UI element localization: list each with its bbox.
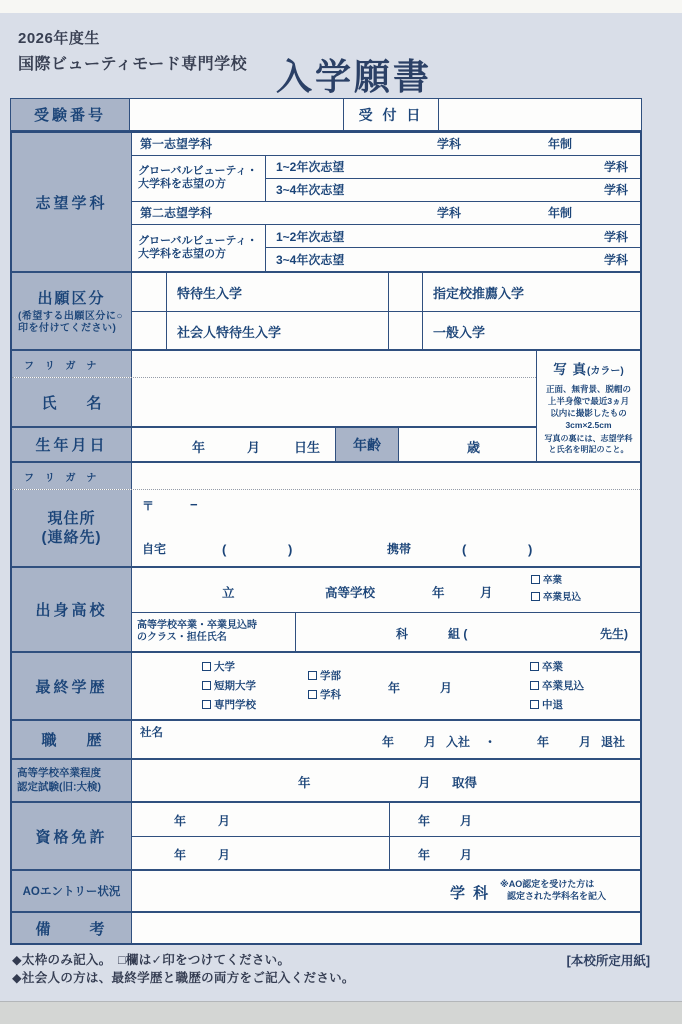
school-name: 国際ビューティモード専門学校 bbox=[18, 56, 248, 73]
footer-note-1: ◆太枠のみ記入。 □欄は✓印をつけてください。 bbox=[12, 953, 291, 967]
section-work-history bbox=[12, 721, 640, 760]
second-choice-label: 第二志望学科 bbox=[140, 206, 213, 221]
checkbox-icon bbox=[308, 690, 317, 699]
year34-choice-row[interactable]: 3~4年次志望 学科 bbox=[276, 183, 628, 198]
circle-cell[interactable] bbox=[132, 273, 167, 311]
official-paper-note: [本校所定用紙] bbox=[566, 954, 650, 968]
checkbox-icon bbox=[202, 681, 211, 690]
qualification-field-4[interactable]: 年 月 bbox=[418, 847, 473, 862]
checkbox-expected-graduation[interactable]: 卒業見込 bbox=[530, 677, 584, 696]
checkbox-icon bbox=[202, 700, 211, 709]
ao-entry-field[interactable] bbox=[132, 871, 640, 911]
exam-number-field[interactable] bbox=[130, 99, 344, 130]
section-remarks bbox=[12, 913, 640, 943]
equivalency-exam-field[interactable]: 年 月 取得 bbox=[298, 776, 478, 790]
home-phone-label: 自宅 bbox=[142, 542, 167, 556]
option-general-admission[interactable]: 一般入学 bbox=[433, 325, 486, 340]
footer-notes bbox=[12, 951, 355, 987]
reception-date-label: 受 付 日 bbox=[344, 99, 439, 130]
first-choice-label: 第一志望学科 bbox=[140, 137, 213, 152]
section-ao-entry bbox=[12, 871, 640, 913]
checkbox-icon bbox=[531, 592, 540, 601]
section-desired-department bbox=[12, 133, 640, 273]
year-system-suffix: 年制 bbox=[548, 137, 573, 152]
furigana-label: フ リ ガ ナ bbox=[12, 463, 132, 489]
section-application-category bbox=[12, 273, 640, 351]
furigana-label: フ リ ガ ナ bbox=[12, 351, 132, 377]
photo-instructions: 正面、無背景、脱帽の 上半身像で最近3ヵ月 以内に撮影したもの 3cm×2.5cm bbox=[545, 384, 631, 430]
section-equivalency-exam bbox=[12, 760, 640, 803]
birthdate-block bbox=[12, 428, 536, 461]
checkbox-icon bbox=[530, 681, 539, 690]
ao-entry-label: AOエントリー状況 bbox=[12, 871, 132, 911]
section-qualifications bbox=[12, 803, 640, 871]
year12-choice-row[interactable]: 1~2年次志望 学科 bbox=[266, 225, 640, 249]
checkbox-graduated[interactable]: 卒業 bbox=[531, 572, 581, 589]
address-furigana-field[interactable] bbox=[132, 463, 640, 489]
dept-suffix: 学科 bbox=[437, 137, 462, 152]
work-history-label: 職 歴 bbox=[12, 721, 132, 758]
ao-dept-suffix: 学 科 bbox=[450, 885, 491, 902]
section-address bbox=[12, 463, 640, 568]
global-beauty-label: グローバルビューティ・ 大学科を志望の方 bbox=[132, 156, 266, 201]
age-label: 年齢 bbox=[335, 428, 399, 461]
address-label: 現住所 (連絡先) bbox=[12, 490, 132, 566]
postal-mark: 〒 bbox=[142, 499, 155, 513]
name-field[interactable] bbox=[132, 378, 536, 426]
remarks-field[interactable] bbox=[132, 913, 640, 943]
application-category-label: 出願区分 (希望する出願区分に○印を付けてください) bbox=[12, 273, 132, 349]
photo-title: 写 真 bbox=[553, 362, 588, 377]
company-name-label: 社名 bbox=[140, 727, 163, 739]
checkbox-withdrew[interactable]: 中退 bbox=[530, 696, 584, 715]
checkbox-icon bbox=[308, 671, 317, 680]
year34-choice-row[interactable]: 3~4年次志望 学科 bbox=[276, 253, 628, 268]
work-history-field[interactable]: 社名 年 月 入社 ・ 年 月 退社 bbox=[132, 721, 640, 758]
circle-cell[interactable] bbox=[389, 312, 423, 351]
address-field[interactable]: 〒 − 自宅 ( ) 携帯 ( ) bbox=[142, 497, 533, 557]
section-name-birth bbox=[12, 351, 640, 463]
checkbox-icon bbox=[530, 662, 539, 671]
second-choice-row[interactable] bbox=[132, 202, 640, 225]
name-furigana-field[interactable] bbox=[132, 351, 536, 377]
circle-cell[interactable] bbox=[389, 273, 423, 311]
first-choice-row[interactable] bbox=[132, 133, 640, 156]
checkbox-department[interactable]: 学科 bbox=[308, 686, 341, 705]
reception-date-field[interactable] bbox=[439, 99, 641, 130]
photo-box[interactable]: 写 真(カラー) 正面、無背景、脱帽の 上半身像で最近3ヵ月 以内に撮影したもの 3cm×2.5cm 写真の裏には、志望学科 と氏名を明記のこと。 bbox=[536, 351, 640, 461]
photo-note: 写真の裏には、志望学科 と氏名を明記のこと。 bbox=[544, 434, 633, 454]
dept-suffix: 学科 bbox=[437, 206, 462, 221]
option-designated-school-recommendation[interactable]: 指定校推薦入学 bbox=[433, 285, 525, 301]
section-high-school bbox=[12, 568, 640, 653]
mobile-phone-label: 携帯 bbox=[387, 542, 412, 556]
scan-edge-top bbox=[0, 0, 682, 13]
checkbox-junior-college[interactable]: 短期大学 bbox=[202, 677, 256, 696]
final-education-field[interactable]: 大学 短期大学 専門学校 学部 学科 年 月 卒業 卒業見込 中退 bbox=[132, 653, 640, 719]
name-block bbox=[12, 351, 536, 428]
ao-note: ※AO認定を受けた方は 認定された学科名を記入 bbox=[500, 879, 607, 901]
high-school-label: 出身高校 bbox=[12, 568, 132, 651]
checkbox-graduated[interactable]: 卒業 bbox=[530, 658, 584, 677]
qualification-field-1[interactable]: 年 月 bbox=[132, 803, 390, 836]
circle-cell[interactable] bbox=[132, 312, 167, 351]
qualification-field-3[interactable]: 年 月 bbox=[132, 837, 390, 870]
scan-edge-bottom bbox=[0, 1002, 682, 1024]
section-final-education bbox=[12, 653, 640, 721]
remarks-label: 備 考 bbox=[12, 913, 132, 943]
checkbox-university[interactable]: 大学 bbox=[202, 658, 256, 677]
academic-year: 2026年度生 bbox=[18, 30, 100, 47]
exam-number-row bbox=[10, 98, 642, 131]
first-global-beauty-group bbox=[132, 156, 640, 202]
final-education-label: 最終学歴 bbox=[12, 653, 132, 719]
global-beauty-label: グローバルビューティ・ 大学科を志望の方 bbox=[132, 225, 266, 271]
year12-choice-row[interactable]: 1~2年次志望 学科 bbox=[266, 156, 640, 179]
qualification-field-2[interactable]: 年 月 bbox=[418, 814, 473, 828]
checkbox-icon bbox=[202, 662, 211, 671]
desired-department-label: 志望学科 bbox=[12, 133, 132, 271]
birthdate-label: 生年月日 bbox=[12, 428, 132, 461]
checkbox-faculty[interactable]: 学部 bbox=[308, 667, 341, 686]
age-suffix: 歳 bbox=[467, 440, 481, 455]
form-header bbox=[18, 27, 247, 74]
qualifications-label: 資格免許 bbox=[12, 803, 132, 869]
checkbox-icon bbox=[530, 700, 539, 709]
homeroom-teacher-field[interactable]: 科 組 ( 先生) bbox=[396, 627, 628, 641]
checkbox-icon bbox=[531, 575, 540, 584]
equivalency-exam-label: 高等学校卒業程度 認定試験(旧:大検) bbox=[12, 760, 132, 801]
year-system-suffix: 年制 bbox=[548, 206, 573, 221]
form-table bbox=[10, 131, 642, 945]
homeroom-teacher-label: 高等学校卒業・卒業見込時 のクラス・担任氏名 bbox=[132, 613, 296, 651]
checkbox-expected-graduation[interactable]: 卒業見込 bbox=[531, 589, 581, 606]
checkbox-vocational-school[interactable]: 専門学校 bbox=[202, 696, 256, 715]
option-scholarship-admission[interactable]: 特待生入学 bbox=[167, 273, 389, 311]
high-school-field[interactable]: 立 高等学校 年 月 卒業 卒業見込 bbox=[132, 568, 640, 613]
option-adult-scholarship-admission[interactable]: 社会人特待生入学 bbox=[167, 312, 389, 351]
exam-number-label: 受験番号 bbox=[11, 99, 130, 130]
birthdate-field[interactable]: 年 月 日生 年齢 歳 bbox=[132, 428, 536, 461]
footer-note-2: ◆社会人の方は、最終学歴と職歴の両方をご記入ください。 bbox=[12, 971, 355, 985]
form-title: 入学願書 bbox=[276, 56, 433, 97]
name-label: 氏 名 bbox=[12, 378, 132, 426]
second-global-beauty-group bbox=[132, 225, 640, 271]
